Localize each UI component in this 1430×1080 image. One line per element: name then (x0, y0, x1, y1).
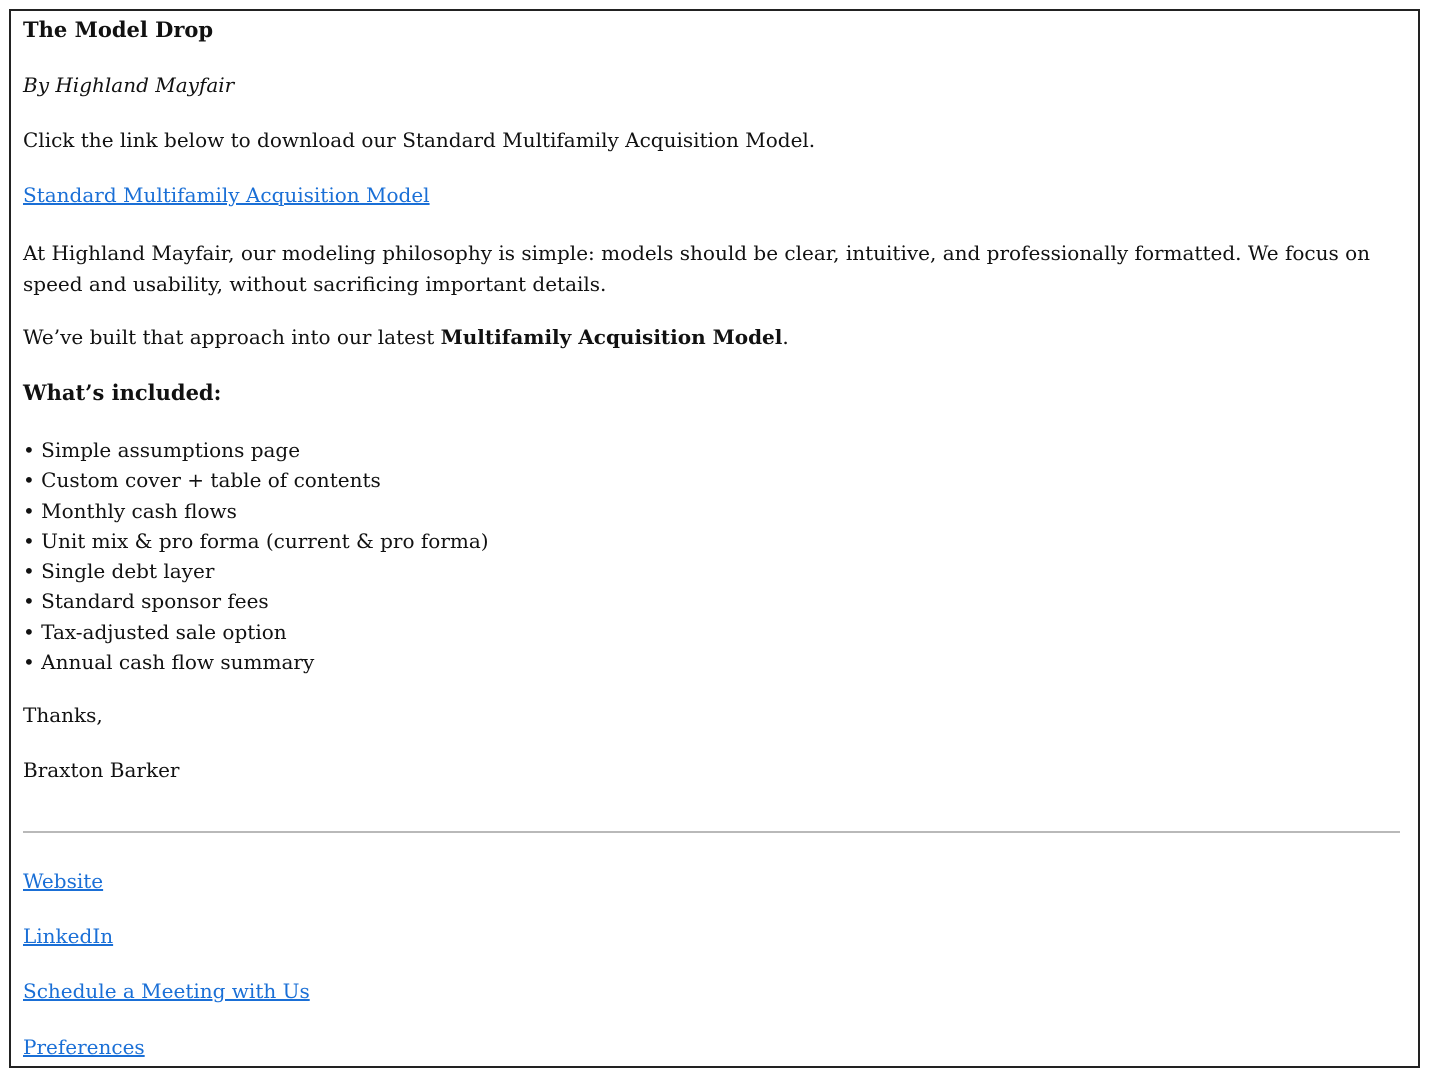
built-approach-sentence (23, 325, 789, 349)
features-list (23, 435, 489, 677)
feature-item: • Monthly cash flows (23, 496, 489, 526)
byline: By Highland Mayfair (23, 73, 235, 97)
feature-item: • Tax-adjusted sale option (23, 617, 489, 647)
closing-thanks: Thanks, (23, 703, 103, 727)
built-model-name: Multifamily Acquisition Model (440, 325, 783, 349)
feature-item: • Single debt layer (23, 556, 489, 586)
built-suffix: . (782, 325, 789, 349)
newsletter-title: The Model Drop (23, 17, 214, 42)
philosophy-paragraph: At Highland Mayfair, our modeling philosophy is simple: models should be clear, intuitive, and professionally formatted. We focus on speed and usability, without sacrificing important details. (23, 241, 1371, 296)
footer-divider (23, 831, 1400, 833)
footer-preferences-link[interactable]: Preferences (23, 1035, 145, 1059)
footer-schedule-meeting-link[interactable]: Schedule a Meeting with Us (23, 979, 310, 1003)
feature-item: • Simple assumptions page (23, 435, 489, 465)
footer-website-link[interactable]: Website (23, 869, 104, 893)
intro-text: Click the link below to download our Standard Multifamily Acquisition Model. (23, 128, 816, 152)
footer-linkedin-link[interactable]: LinkedIn (23, 924, 114, 948)
signature-name: Braxton Barker (23, 758, 180, 782)
feature-item: • Annual cash flow summary (23, 647, 489, 677)
built-prefix: We’ve built that approach into our latest (23, 325, 441, 349)
email-body-frame (9, 9, 1420, 1068)
included-heading: What’s included: (23, 380, 222, 405)
feature-item: • Custom cover + table of contents (23, 465, 489, 495)
feature-item: • Standard sponsor fees (23, 586, 489, 616)
download-model-link[interactable]: Standard Multifamily Acquisition Model (23, 183, 430, 207)
feature-item: • Unit mix & pro forma (current & pro forma) (23, 526, 489, 556)
